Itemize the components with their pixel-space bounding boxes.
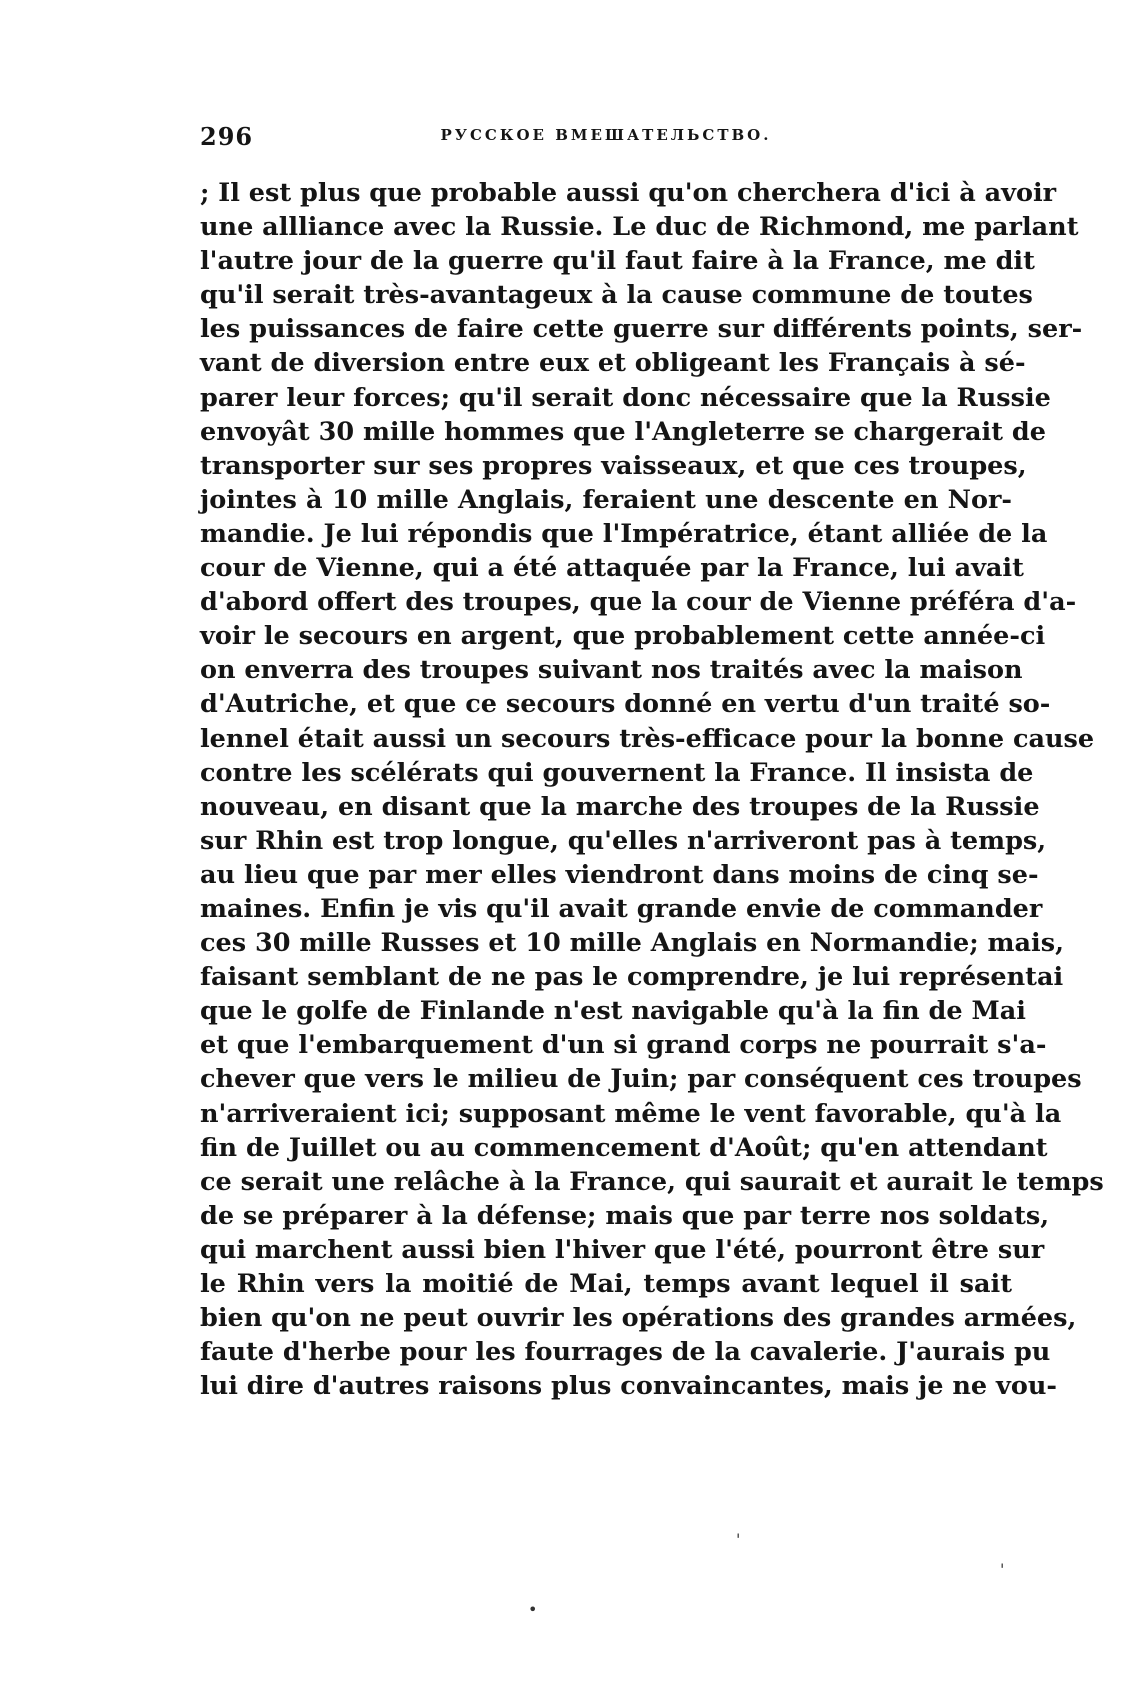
text-line: jointes à 10 mille Anglais, feraient une descente en Nor- — [200, 484, 1012, 515]
text-line: ; Il est plus que probable aussi qu'on cherchera d'ici à avoir — [200, 178, 1057, 208]
text-line: les puissances de faire cette guerre sur différents points, ser- — [200, 314, 1083, 345]
text-line: voir le secours en argent, que probablement cette année-ci — [200, 621, 1046, 652]
print-speck: ' — [736, 1530, 741, 1549]
text-line: envoyât 30 mille hommes que l'Angleterre se chargerait de — [200, 416, 1046, 447]
text-line: d'Autriche, et que ce secours donné en vertu d'un traité so- — [200, 689, 1051, 720]
text-line: bien qu'on ne peut ouvrir les opérations des grandes armées, — [200, 1303, 1077, 1334]
text-line: ce serait une relâche à la France, qui saurait et aurait le temps — [200, 1166, 1104, 1197]
page-number: 296 — [200, 122, 254, 151]
text-line: n'arriveraient ici; supposant même le vent favorable, qu'à la — [200, 1098, 1062, 1129]
text-line: lui dire d'autres raisons plus convaincantes, mais je ne vou- — [200, 1371, 1057, 1402]
text-line: l'autre jour de la guerre qu'il faut faire à la France, me dit — [200, 246, 1035, 277]
running-head — [200, 122, 1012, 152]
text-line: au lieu que par mer elles viendront dans moins de cinq se- — [200, 859, 1039, 890]
text-line: chever que vers le milieu de Juin; par conséquent ces troupes — [200, 1064, 1082, 1095]
body-text — [200, 176, 1104, 1403]
text-line: nouveau, en disant que la marche des troupes de la Russie — [200, 791, 1040, 822]
text-line: faisant semblant de ne pas le comprendre, je lui représentai — [200, 962, 1064, 993]
text-line: cour de Vienne, qui a été attaquée par la France, lui avait — [200, 553, 1024, 584]
text-line: contre les scélérats qui gouvernent la France. Il insista de — [200, 757, 1034, 788]
text-line: d'abord offert des troupes, que la cour de Vienne préféra d'a- — [200, 587, 1077, 618]
text-line: transporter sur ses propres vaisseaux, et que ces troupes, — [200, 450, 1027, 481]
text-line: on enverra des troupes suivant nos traités avec la maison — [200, 655, 1023, 686]
text-line: parer leur forces; qu'il serait donc nécessaire que la Russie — [200, 382, 1051, 413]
text-line: sur Rhin est trop longue, qu'elles n'arriveront pas à temps, — [200, 825, 1047, 856]
text-line: vant de diversion entre eux et obligeant les Français à sé- — [200, 348, 1026, 379]
text-line: maines. Enfin je vis qu'il avait grande envie de commander — [200, 893, 1043, 924]
text-line: que le golfe de Finlande n'est navigable qu'à la fin de Mai — [200, 996, 1026, 1027]
text-line: fin de Juillet ou au commencement d'Août; qu'en attendant — [200, 1132, 1048, 1163]
text-line: le Rhin vers la moitié de Mai, temps avant lequel il sait — [200, 1269, 1012, 1299]
text-line: ces 30 mille Russes et 10 mille Anglais en Normandie; mais, — [200, 928, 1064, 959]
print-speck: ' — [1000, 1560, 1005, 1579]
text-line: qui marchent aussi bien l'hiver que l'été, pourront être sur — [200, 1234, 1045, 1265]
text-line: et que l'embarquement d'un si grand corps ne pourrait s'a- — [200, 1030, 1047, 1061]
text-line: faute d'herbe pour les fourrages de la cavalerie. J'aurais pu — [200, 1337, 1051, 1368]
text-line: lennel était aussi un secours très-efficace pour la bonne cause — [200, 723, 1095, 754]
text-line: qu'il serait très-avantageux à la cause commune de toutes — [200, 280, 1033, 311]
text-line: une allliance avec la Russie. Le duc de Richmond, me parlant — [200, 212, 1079, 243]
running-title: РУССКОЕ ВМЕШАТЕЛЬСТВО. — [440, 126, 772, 144]
print-speck: • — [528, 1600, 538, 1619]
text-line: de se préparer à la défense; mais que par terre nos soldats, — [200, 1200, 1050, 1231]
text-line: mandie. Je lui répondis que l'Impératrice, étant alliée de la — [200, 518, 1048, 549]
